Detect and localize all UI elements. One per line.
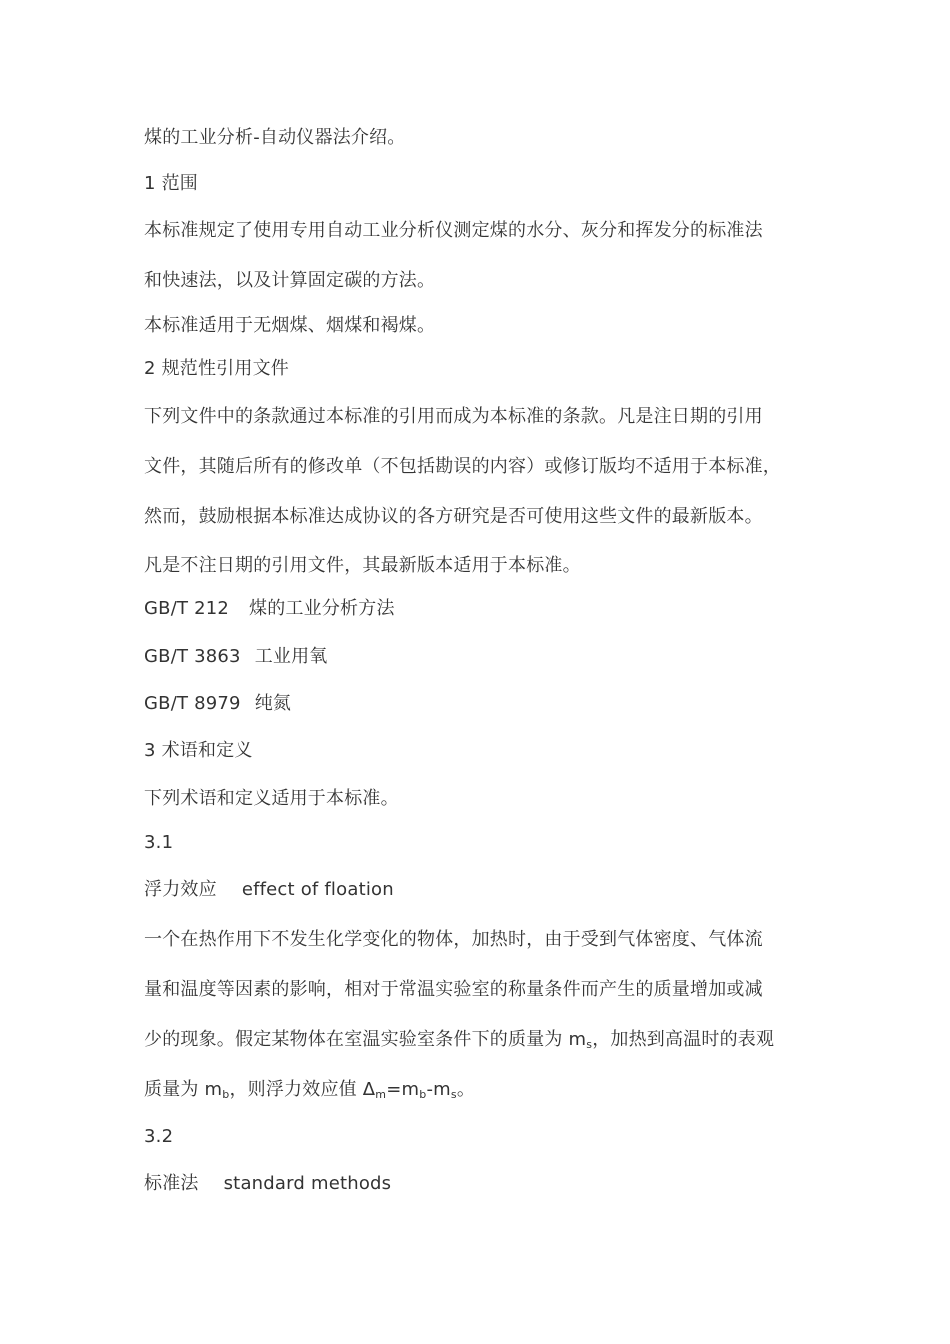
section-1-paragraph-line: 本标准规定了使用专用自动工业分析仪测定煤的水分、灰分和挥发分的标准法 bbox=[144, 220, 763, 241]
term-definition-line: 一个在热作用下不发生化学变化的物体，加热时，由于受到气体密度、气体流 bbox=[144, 929, 763, 950]
reference-item bbox=[144, 645, 328, 669]
section-2-paragraph-line: 文件，其随后所有的修改单（不包括勘误的内容）或修订版均不适用于本标准， bbox=[144, 456, 781, 477]
reference-code: GB/T 3863 bbox=[144, 646, 241, 667]
term-number: 3.1 bbox=[144, 832, 174, 853]
document-intro: 煤的工业分析-自动仪器法介绍。 bbox=[144, 127, 406, 148]
section-1-heading: 1 范围 bbox=[144, 173, 198, 194]
term-title bbox=[144, 878, 394, 902]
section-1-paragraph-line: 和快速法，以及计算固定碳的方法。 bbox=[144, 270, 436, 291]
term-definition-line: 量和温度等因素的影响，相对于常温实验室的称量条件而产生的质量增加或减 bbox=[144, 979, 763, 1000]
section-3-heading: 3 术语和定义 bbox=[144, 740, 253, 761]
term-title-en: effect of floation bbox=[241, 879, 394, 900]
term-definition-line: 质量为 $m_b$，则浮力效应值 $\Delta_m=m_b-m_s$。 bbox=[144, 1079, 476, 1101]
reference-title: 煤的工业分析方法 bbox=[249, 598, 395, 619]
reference-title: 纯氮 bbox=[254, 693, 292, 714]
section-2-paragraph-line: 凡是不注日期的引用文件，其最新版本适用于本标准。 bbox=[144, 555, 581, 576]
term-number: 3.2 bbox=[144, 1126, 174, 1147]
reference-code: GB/T 212 bbox=[144, 598, 230, 619]
section-2-paragraph-line: 然而，鼓励根据本标准达成协议的各方研究是否可使用这些文件的最新版本。 bbox=[144, 506, 763, 527]
section-2-heading: 2 规范性引用文件 bbox=[144, 358, 289, 379]
reference-title: 工业用氧 bbox=[254, 646, 328, 667]
reference-item bbox=[144, 597, 395, 621]
reference-item bbox=[144, 692, 291, 716]
section-2-paragraph-line: 下列文件中的条款通过本标准的引用而成为本标准的条款。凡是注日期的引用 bbox=[144, 406, 763, 427]
section-1-scope-paragraph: 本标准适用于无烟煤、烟煤和褐煤。 bbox=[144, 315, 436, 336]
term-title-cn: 浮力效应 bbox=[144, 879, 217, 900]
term-title-en: standard methods bbox=[223, 1173, 392, 1194]
reference-code: GB/T 8979 bbox=[144, 693, 241, 714]
term-title bbox=[144, 1172, 391, 1196]
section-3-intro: 下列术语和定义适用于本标准。 bbox=[144, 788, 399, 809]
term-title-cn: 标准法 bbox=[144, 1173, 199, 1194]
term-definition-line: 少的现象。假定某物体在室温实验室条件下的质量为 $m_s$，加热到高温时的表观 bbox=[144, 1029, 775, 1051]
